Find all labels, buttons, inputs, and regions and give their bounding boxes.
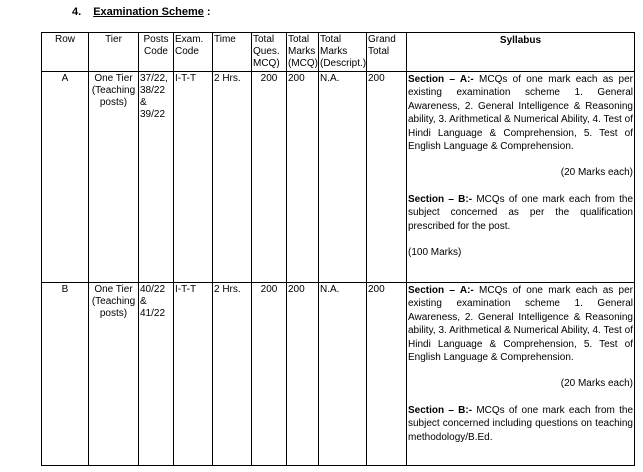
cell-tier: One Tier (Teaching posts) (89, 283, 139, 466)
cell-posts-code: 40/22 & 41/22 (139, 283, 174, 466)
col-header-posts-code: Posts Code (139, 33, 174, 72)
cell-total-ques: 200 (252, 283, 287, 466)
section-a-marks: (20 Marks each) (560, 167, 633, 179)
table-row (42, 72, 635, 283)
section-title-colon: : (206, 6, 211, 18)
cell-time: 2 Hrs. (213, 72, 252, 283)
cell-syllabus (407, 283, 635, 466)
cell-grand-total: 200 (367, 72, 407, 283)
cell-row-id: B (42, 283, 89, 466)
cell-exam-code: I-T-T (174, 283, 213, 466)
cell-grand-total: 200 (367, 283, 407, 466)
cell-exam-code: I-T-T (174, 72, 213, 283)
table-row (42, 283, 635, 466)
cell-total-marks-mcq: 200 (287, 283, 319, 466)
cell-total-marks-mcq: 200 (287, 72, 319, 283)
syllabus-section-a (408, 284, 633, 364)
section-a-label: Section – A:- (408, 285, 474, 296)
col-header-tier: Tier (89, 33, 139, 72)
col-header-grand-total: Grand Total (367, 33, 407, 72)
cell-time: 2 Hrs. (213, 283, 252, 466)
cell-row-id: A (42, 72, 89, 283)
section-a-marks: (20 Marks each) (560, 378, 633, 390)
col-header-total-marks-mcq: Total Marks (MCQ) (287, 33, 319, 72)
section-b-marks: (100 Marks) (408, 247, 462, 259)
section-title: Examination Scheme (93, 6, 204, 18)
examination-scheme-table (41, 32, 635, 466)
syllabus-section-a (408, 73, 633, 153)
col-header-time: Time (213, 33, 252, 72)
cell-total-marks-desc: N.A. (319, 72, 367, 283)
table-header-row (42, 33, 635, 72)
section-a-text: MCQs of one mark each as per existing examination scheme 1. General Awareness, 2. General Intelligence & Reasoning ability, 3. Arithmetical & Numerical Ability, 4. Test of Hindi Language & Comprehension, 5. Test of English Language & Comprehension. (408, 74, 634, 153)
section-b-label: Section – B:- (408, 404, 473, 416)
section-number: 4. (72, 6, 82, 18)
section-b-text: MCQs of one mark each from the subject concerned as per the qualification prescribed for the post. (408, 193, 634, 232)
col-header-total-ques: Total Ques. MCQ) (252, 33, 287, 72)
section-b-text: MCQs of one mark each from the subject concerned including questions on teaching methodology/B.Ed. (408, 404, 634, 443)
section-a-label: Section – A:- (408, 74, 474, 85)
section-b-label: Section – B:- (408, 193, 473, 205)
col-header-exam-code: Exam. Code (174, 33, 213, 72)
syllabus-section-b (408, 404, 633, 444)
cell-tier: One Tier (Teaching posts) (89, 72, 139, 283)
cell-posts-code: 37/22, 38/22 & 39/22 (139, 72, 174, 283)
syllabus-section-b (408, 193, 633, 233)
col-header-syllabus: Syllabus (407, 33, 635, 72)
cell-total-marks-desc: N.A. (319, 283, 367, 466)
section-heading (72, 6, 211, 18)
cell-total-ques: 200 (252, 72, 287, 283)
cell-syllabus (407, 72, 635, 283)
col-header-row: Row (42, 33, 89, 72)
col-header-total-marks-desc: Total Marks (Descript.) (319, 33, 367, 72)
section-a-text: MCQs of one mark each as per existing examination scheme 1. General Awareness, 2. General Intelligence & Reasoning ability, 3. Arithmetical & Numerical Ability, 4. Test of Hindi Language & Comprehension, 5. Test of English Language & Comprehension. (408, 285, 634, 364)
